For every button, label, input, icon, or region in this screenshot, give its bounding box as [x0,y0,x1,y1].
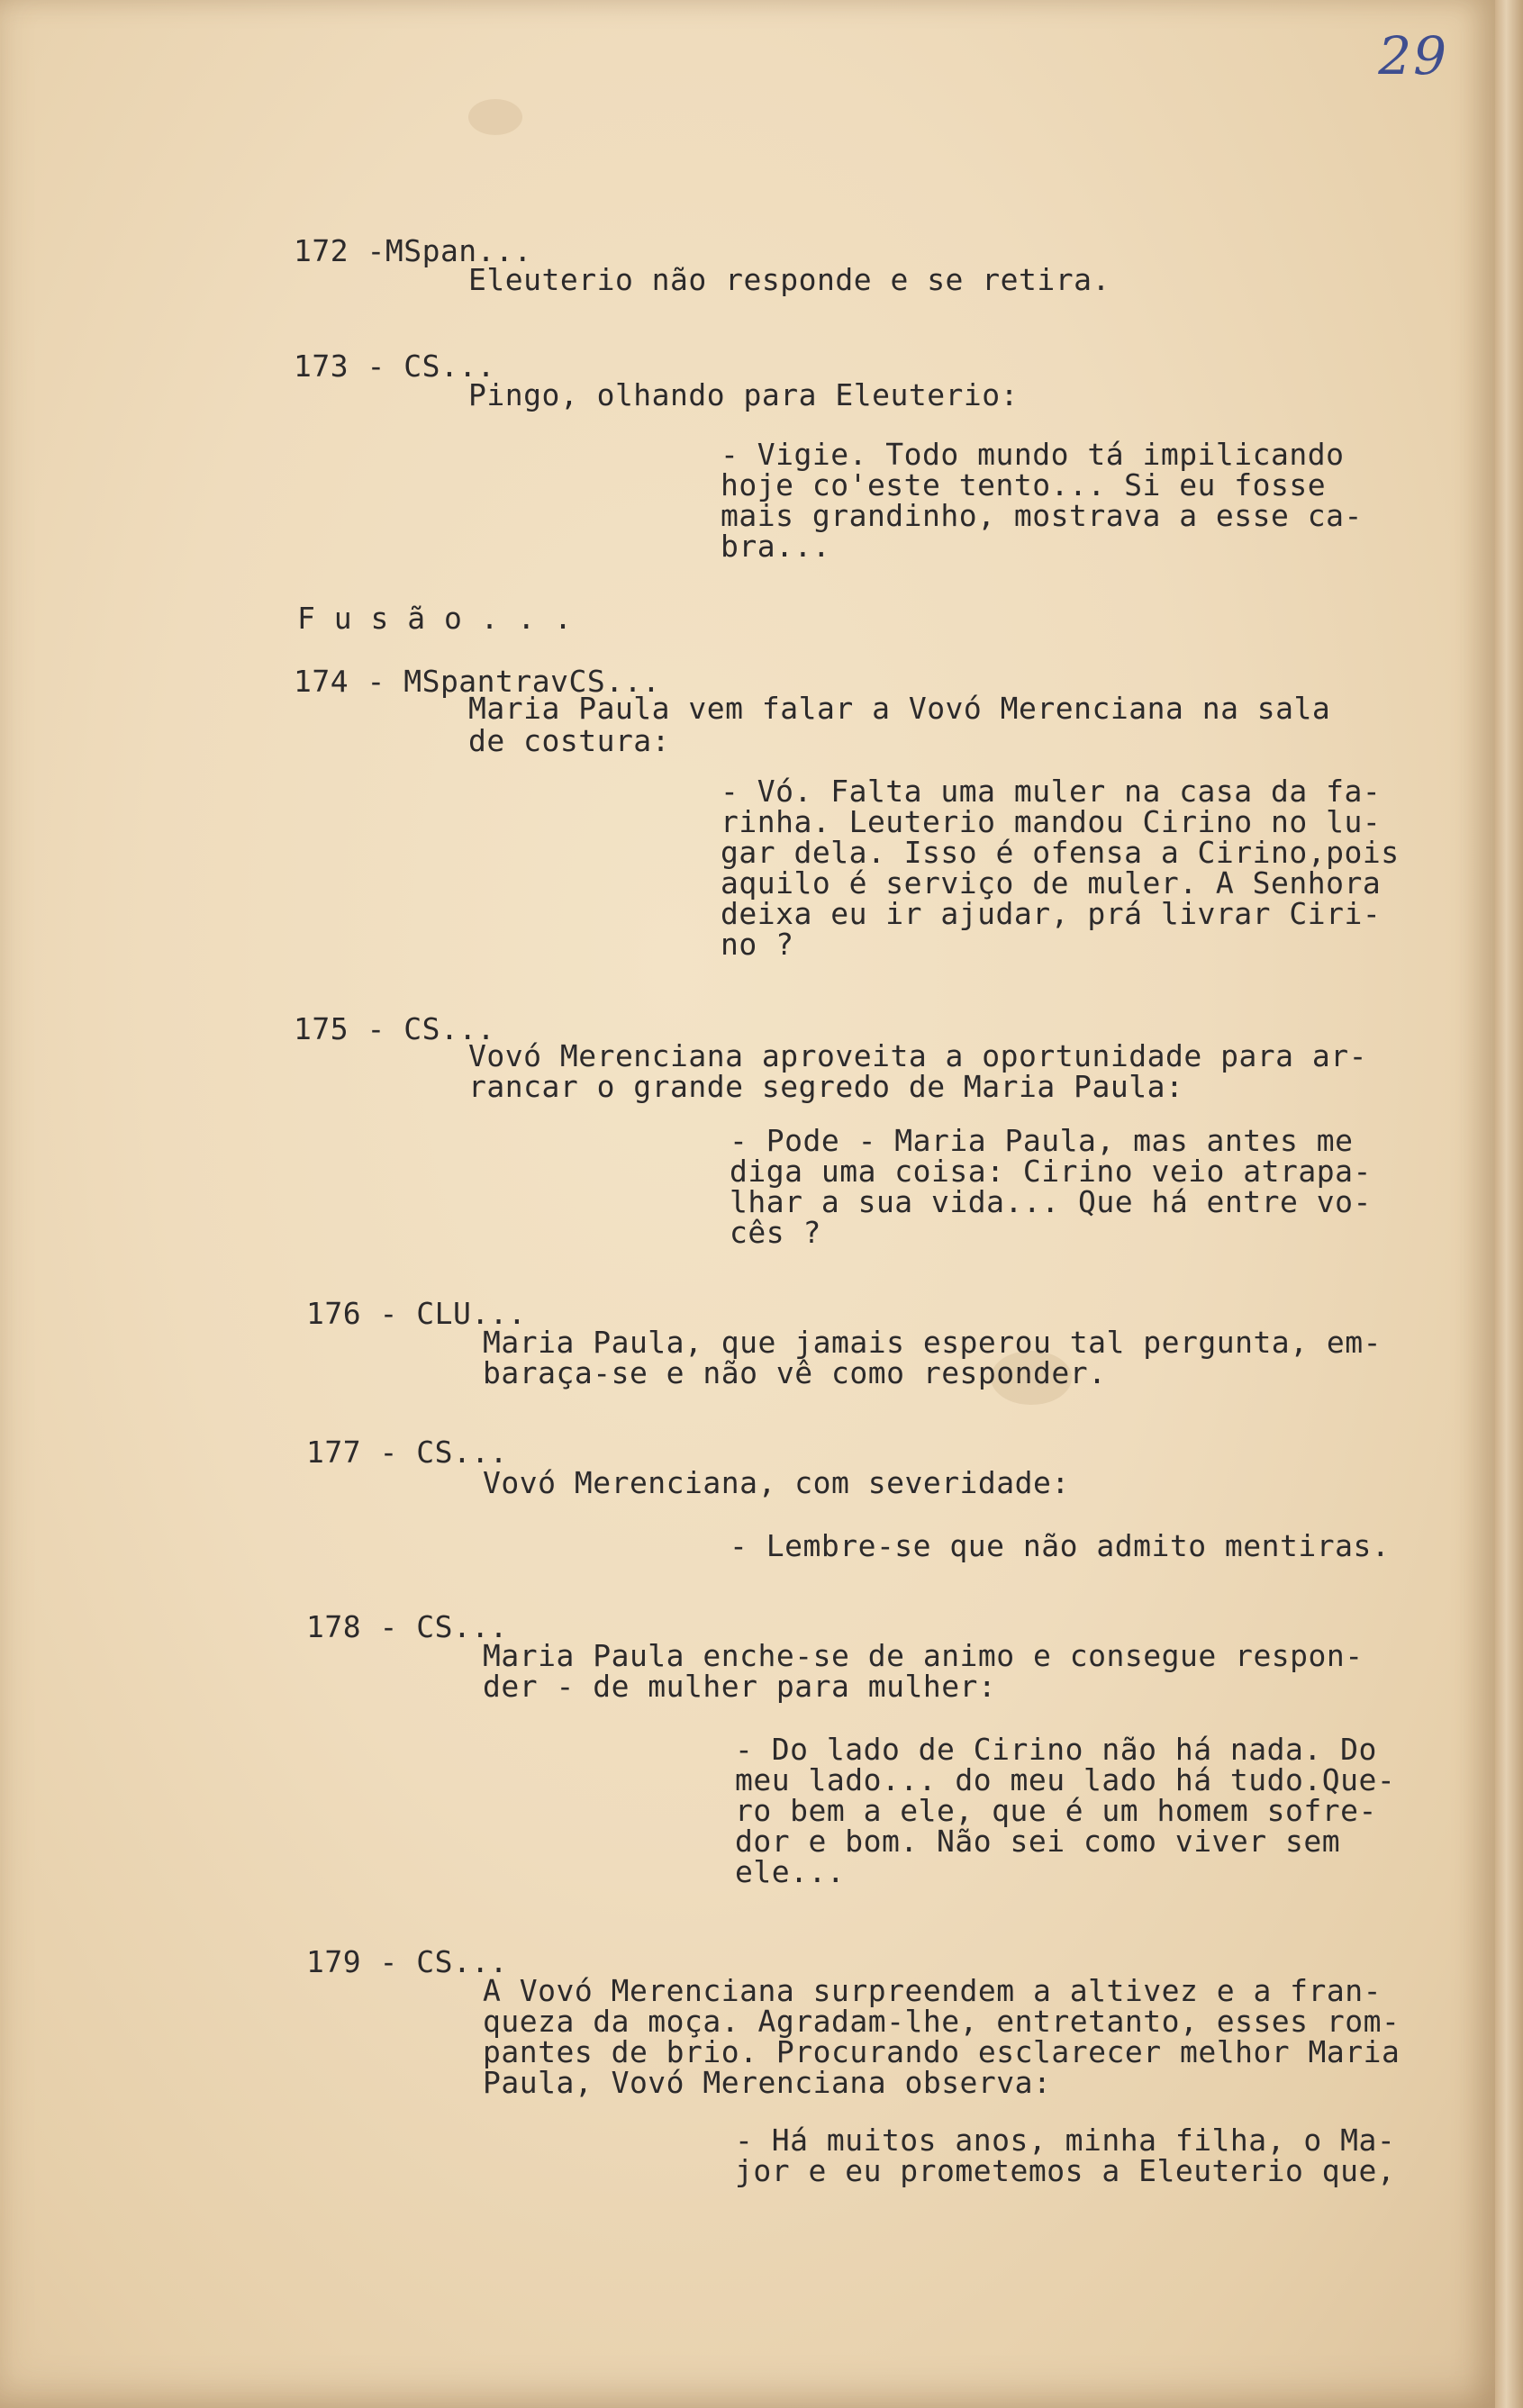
scene-description: A Vovó Merenciana surpreendem a altivez e a fran- [483,1973,1382,2008]
scene-heading: 178 - CS... [306,1609,509,1644]
scene-heading: 172 -MSpan... [294,233,532,268]
scene-description: der - de mulher para mulher: [483,1669,997,1704]
page-edge [1495,0,1523,2408]
dialogue-line: aquilo é serviço de muler. A Senhora [721,865,1382,901]
dialogue-line: gar dela. Isso é ofensa a Cirino,pois [721,835,1400,870]
dialogue-line: hoje co'este tento... Si eu fosse [721,467,1327,502]
dialogue-line: ro bem a ele, que é um homem sofre- [735,1793,1377,1828]
dialogue-line: ele... [735,1854,846,1889]
scene-description: Vovó Merenciana, com severidade: [483,1465,1070,1500]
scene-heading: 177 - CS... [306,1435,509,1470]
scene-heading: 179 - CS... [306,1944,509,1979]
scene-description: Maria Paula, que jamais esperou tal pergunta, em- [483,1325,1382,1360]
dialogue-line: lhar a sua vida... Que há entre vo- [730,1184,1372,1219]
handwritten-page-number: 29 [1378,25,1448,86]
scene-description: Maria Paula enche-se de animo e consegue respon- [483,1638,1364,1673]
dialogue-line: dor e bom. Não sei como viver sem [735,1824,1341,1859]
scene-heading: 173 - CS... [294,349,496,384]
dialogue-line: cês ? [730,1215,821,1250]
dialogue-line: meu lado... do meu lado há tudo.Que- [735,1762,1396,1797]
dialogue-line: - Pode - Maria Paula, mas antes me [730,1123,1354,1158]
scene-description: queza da moça. Agradam-lhe, entretanto, esses rom- [483,2004,1401,2039]
dialogue-line: deixa eu ir ajudar, prá livrar Ciri- [721,896,1382,931]
scene-description: de costura: [468,723,671,758]
dialogue-line: jor e eu prometemos a Eleuterio que, [735,2153,1396,2188]
dialogue-line: - Vó. Falta uma muler na casa da fa- [721,774,1382,809]
dialogue-line: rinha. Leuterio mandou Cirino no lu- [721,804,1382,839]
dialogue-line: - Há muitos anos, minha filha, o Ma- [735,2123,1396,2158]
scene-heading: 174 - MSpantravCS... [294,664,661,699]
transition: F u s ã o . . . [297,601,573,636]
dialogue-line: diga uma coisa: Cirino veio atrapa- [730,1154,1372,1189]
scene-heading: 176 - CLU... [306,1296,527,1331]
scene-description: Paula, Vovó Merenciana observa: [483,2065,1052,2100]
dialogue-line: no ? [721,927,794,962]
dialogue-line: - Vigie. Todo mundo tá impilicando [721,437,1345,472]
dialogue-line: mais grandinho, mostrava a esse ca- [721,498,1363,533]
dialogue-line: - Lembre-se que não admito mentiras. [730,1528,1391,1563]
scene-description: Eleuterio não responde e se retira. [468,262,1111,297]
scene-description: Pingo, olhando para Eleuterio: [468,377,1020,412]
paper-stain [468,99,522,135]
scene-description: baraça-se e não vê como responder. [483,1355,1107,1390]
scene-heading: 175 - CS... [294,1011,496,1046]
dialogue-line: - Do lado de Cirino não há nada. Do [735,1732,1377,1767]
scene-description: pantes de brio. Procurando esclarecer melhor Maria [483,2034,1401,2069]
scene-description: Vovó Merenciana aproveita a oportunidade para ar- [468,1038,1368,1073]
scene-description: Maria Paula vem falar a Vovó Merenciana na sala [468,691,1331,726]
scene-description: rancar o grande segredo de Maria Paula: [468,1069,1184,1104]
dialogue-line: bra... [721,529,831,564]
